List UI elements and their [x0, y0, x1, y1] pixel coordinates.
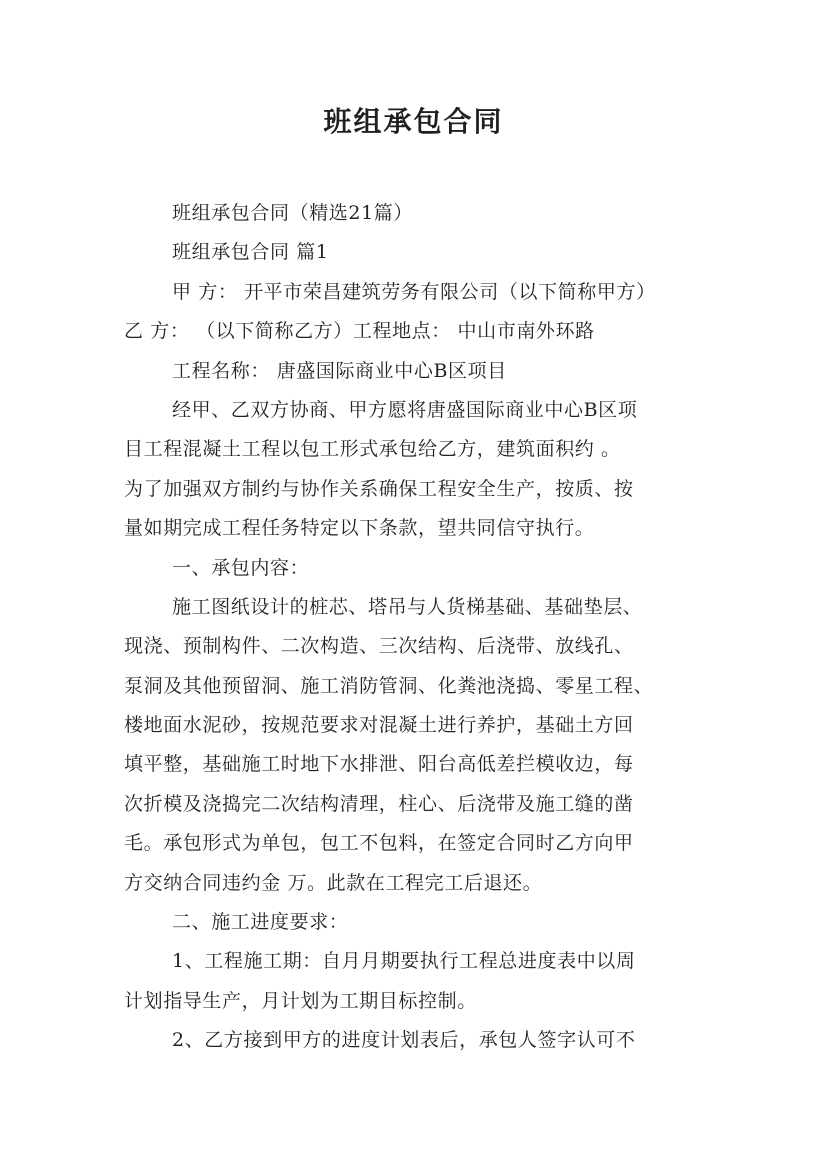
body-line-16: 次折模及浇捣完二次结构清理，柱心、后浇带及施工缝的凿 — [124, 792, 634, 815]
body-line-14: 楼地面水泥砂，按规范要求对混凝土进行养护，基础土方回 — [124, 714, 634, 737]
body-line-7: 目工程混凝土工程以包工形式承包给乙方，建筑面积约 。 — [124, 438, 621, 461]
body-line-13: 泵洞及其他预留洞、施工消防管洞、化粪池浇捣、零星工程、 — [124, 674, 654, 697]
document-body — [124, 194, 714, 1061]
body-line-8: 为了加强双方制约与协作关系确保工程安全生产，按质、按 — [124, 477, 634, 500]
body-line-19: 二、施工进度要求： — [172, 911, 349, 934]
document-title: 班组承包合同 — [323, 105, 504, 138]
body-line-6: 经甲、乙双方协商、甲方愿将唐盛国际商业中心B区项 — [172, 398, 638, 421]
body-line-10: 一、承包内容： — [172, 556, 310, 579]
body-line-17: 毛。承包形式为单包，包工不包料，在签定合同时乙方向甲 — [124, 832, 634, 855]
body-line-9: 量如期完成工程任务特定以下条款，望共同信守执行。 — [124, 517, 595, 540]
body-line-20: 1、工程施工期：自月月期要执行工程总进度表中以周 — [172, 950, 636, 973]
body-line-22: 2、乙方接到甲方的进度计划表后，承包人签字认可不 — [172, 1029, 636, 1052]
body-line-1: 班组承包合同（精选21篇） — [172, 202, 413, 224]
body-line-21: 计划指导生产，月计划为工期目标控制。 — [124, 989, 477, 1012]
body-line-2: 班组承包合同 篇1 — [172, 241, 329, 264]
body-line-3: 甲 方： 开平市荣昌建筑劳务有限公司（以下简称甲方） — [172, 280, 656, 303]
body-line-15: 填平整，基础施工时地下水排泄、阳台高低差拦模收边，每 — [124, 753, 634, 776]
body-line-4: 乙 方： （以下简称乙方）工程地点： 中山市南外环路 — [124, 320, 595, 343]
body-line-12: 现浇、预制构件、二次构造、三次结构、后浇带、放线孔、 — [124, 635, 634, 658]
body-line-18: 方交纳合同违约金 万。此款在工程完工后退还。 — [124, 871, 543, 894]
body-line-5: 工程名称： 唐盛国际商业中心B区项目 — [172, 359, 507, 382]
body-line-11: 施工图纸设计的桩芯、塔吊与人货梯基础、基础垫层、 — [172, 595, 643, 618]
